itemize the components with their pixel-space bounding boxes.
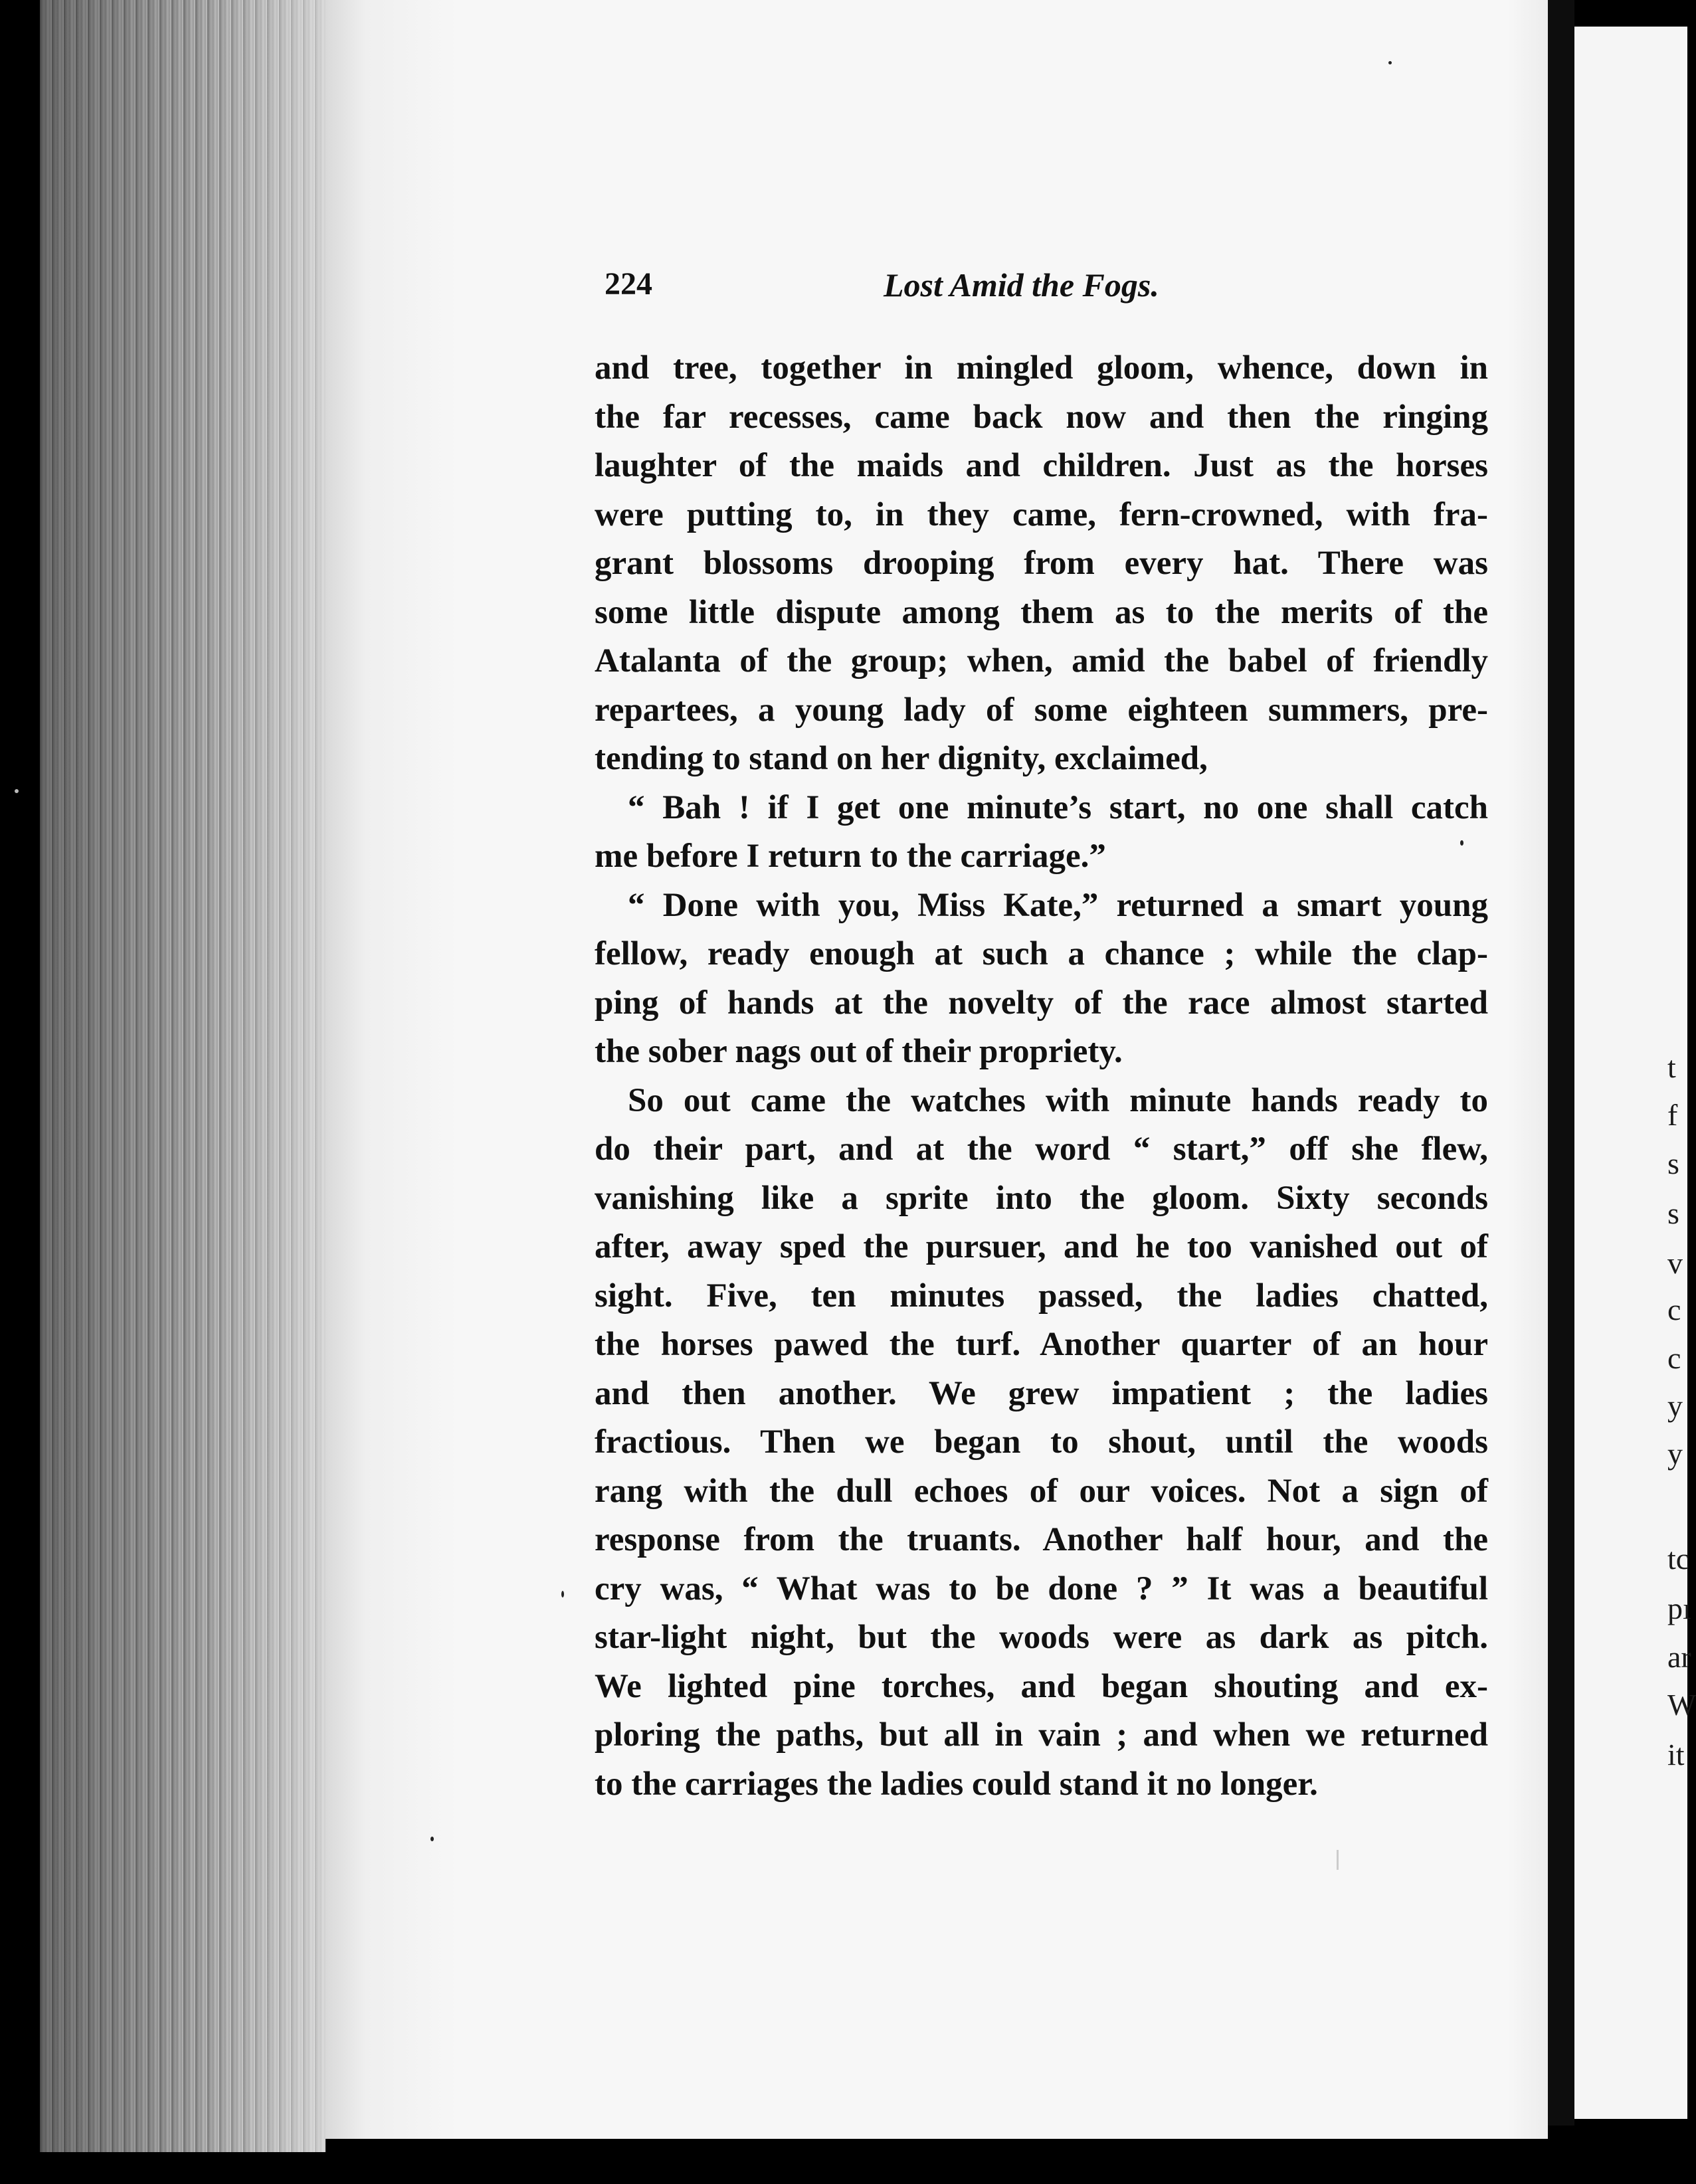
- text-line: me before I return to the carriage.”: [595, 838, 1106, 875]
- facing-page-fragment: s: [1667, 1146, 1679, 1180]
- text-line: sight. Five, ten minutes passed, the ladies chatted,: [595, 1277, 1488, 1315]
- page-number: 224: [605, 266, 652, 302]
- text-line: to the carriages the ladies could stand it no longer.: [595, 1765, 1318, 1803]
- facing-page-fragment: s: [1667, 1196, 1679, 1230]
- text-line: Atalanta of the group; when, amid the babel of friendly: [595, 642, 1488, 680]
- text-line: the sober nags out of their propriety.: [595, 1033, 1123, 1070]
- text-line: We lighted pine torches, and began shouting and ex-: [595, 1667, 1488, 1705]
- speck: [430, 1837, 434, 1841]
- text-line: vanishing like a sprite into the gloom. Sixty seconds: [595, 1179, 1488, 1217]
- text-line: laughter of the maids and children. Just as the horses: [595, 447, 1488, 484]
- text-line: ploring the paths, but all in vain ; and when we returned: [595, 1716, 1488, 1754]
- text-line: “ Bah ! if I get one minute’s start, no one shall catch: [628, 788, 1488, 826]
- text-line: were putting to, in they came, fern-crowned, with fra-: [595, 496, 1488, 533]
- page-gutter: [1548, 0, 1574, 2126]
- facing-page-sliver: [1574, 27, 1696, 2119]
- speck: [1460, 840, 1463, 846]
- facing-page-fragment: tc: [1667, 1542, 1690, 1576]
- facing-page-fragment: f: [1667, 1098, 1678, 1132]
- speck: [1337, 1850, 1339, 1870]
- facing-page-fragment: c: [1667, 1341, 1681, 1375]
- running-head: [605, 266, 1475, 319]
- facing-page-fragment: it: [1667, 1738, 1685, 1772]
- speck: [561, 1591, 564, 1597]
- text-line: repartees, a young lady of some eighteen summers, pre-: [595, 691, 1488, 729]
- speck: [15, 789, 19, 793]
- text-line: and tree, together in mingled gloom, whence, down in: [595, 349, 1488, 387]
- facing-page-fragment: y: [1667, 1437, 1683, 1471]
- facing-page-fragment: W: [1667, 1688, 1696, 1722]
- text-line: some little dispute among them as to the merits of the: [595, 593, 1488, 631]
- facing-page-fragment: v: [1667, 1246, 1683, 1280]
- text-line: fellow, ready enough at such a chance ; while the clap-: [595, 935, 1488, 972]
- book-page-edges: [40, 0, 326, 2152]
- facing-page-fragment: ar: [1667, 1640, 1691, 1674]
- text-line: fractious. Then we began to shout, until the woods: [595, 1423, 1488, 1461]
- text-line: rang with the dull echoes of our voices. Not a sign of: [595, 1472, 1488, 1510]
- text-line: the far recesses, came back now and then the ringing: [595, 398, 1488, 436]
- text-line: ping of hands at the novelty of the race almost started: [595, 984, 1488, 1022]
- text-line: So out came the watches with minute hands ready to: [628, 1081, 1488, 1119]
- body-text: [595, 344, 1488, 1809]
- text-line: grant blossoms drooping from every hat. There was: [595, 545, 1488, 582]
- text-line: tending to stand on her dignity, exclaimed,: [595, 740, 1208, 777]
- facing-page-fragment: t: [1667, 1050, 1676, 1084]
- text-line: “ Done with you, Miss Kate,” returned a smart young: [628, 886, 1488, 924]
- text-line: after, away sped the pursuer, and he too vanished out of: [595, 1228, 1488, 1265]
- text-line: response from the truants. Another half hour, and the: [595, 1521, 1488, 1558]
- text-line: star-light night, but the woods were as dark as pitch.: [595, 1619, 1488, 1656]
- text-line: do their part, and at the word “ start,” off she flew,: [595, 1131, 1488, 1168]
- speck: [1388, 61, 1392, 64]
- text-line: the horses pawed the turf. Another quarter of an hour: [595, 1326, 1488, 1363]
- facing-page-fragment: c: [1667, 1293, 1681, 1326]
- facing-page-fragment: y: [1667, 1389, 1683, 1423]
- text-line: cry was, “ What was to be done ? ” It was a beautiful: [595, 1570, 1488, 1607]
- running-title: Lost Amid the Fogs.: [884, 266, 1159, 304]
- facing-page-fragment: pı: [1667, 1592, 1691, 1625]
- text-line: and then another. We grew impatient ; the ladies: [595, 1374, 1488, 1412]
